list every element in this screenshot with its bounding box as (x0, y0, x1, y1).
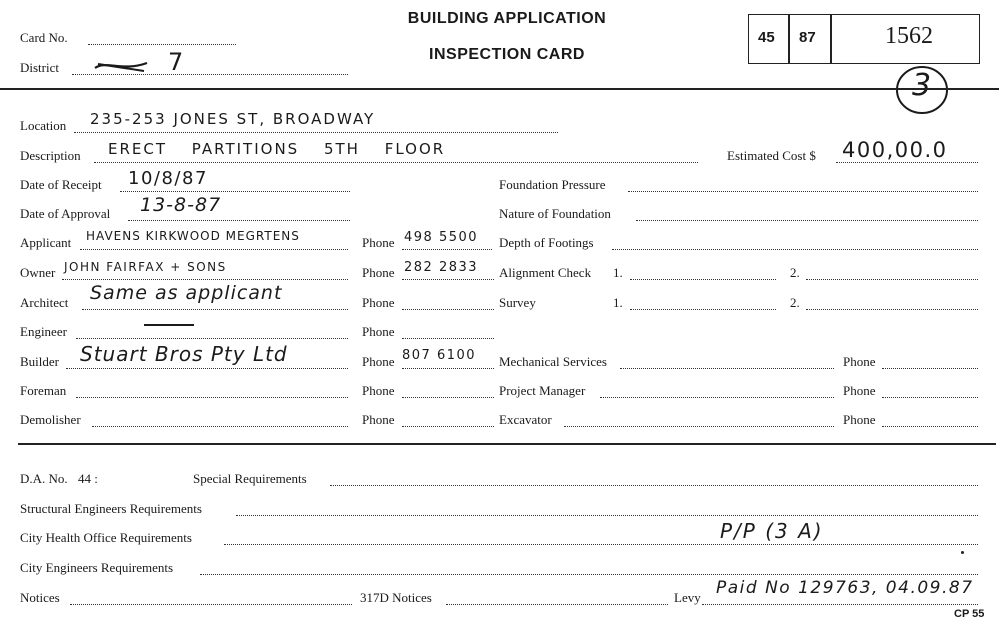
owner-label: Owner (20, 265, 56, 280)
owner-phone-value: 282 2833 (404, 260, 479, 275)
da-no-label: D.A. No. (20, 471, 68, 486)
description-label: Description (20, 148, 81, 163)
alignment-check-label: Alignment Check (499, 265, 592, 280)
ink-dot (961, 551, 964, 554)
applicant-phone-value: 498 5500 (404, 230, 479, 245)
levy-value: Paid No 129763, 04.09.87 (716, 578, 974, 598)
levy-label: Levy (674, 590, 701, 605)
mechanical-phone-label: Phone (843, 354, 876, 369)
survey-num-1: 1. (613, 295, 623, 310)
date-approval-value: 13-8-87 (140, 194, 222, 216)
struck-out-mark (92, 56, 152, 76)
alignment-num-1: 1. (613, 265, 623, 280)
da-no-value: 44 : (78, 471, 98, 486)
structural-requirements-label: Structural Engineers Requirements (20, 501, 202, 516)
owner-value: JOHN FAIRFAX + SONS (64, 260, 227, 274)
engineer-phone-label: Phone (362, 324, 395, 339)
card-title-line1: BUILDING APPLICATION (407, 10, 607, 27)
builder-value: Stuart Bros Pty Ltd (80, 342, 288, 366)
engineer-label: Engineer (20, 324, 67, 339)
builder-phone-label: Phone (362, 354, 395, 369)
date-receipt-label: Date of Receipt (20, 177, 102, 192)
form-code: CP 55 (954, 608, 985, 620)
project-manager-phone-label: Phone (843, 383, 876, 398)
bottom-divider (18, 443, 996, 445)
city-engineers-label: City Engineers Requirements (20, 560, 174, 575)
date-receipt-value: 10/8/87 (128, 168, 208, 189)
survey-num-2: 2. (790, 295, 800, 310)
project-manager-label: Project Manager (499, 383, 586, 398)
special-requirements-label: Special Requirements (193, 471, 307, 486)
survey-label: Survey (499, 295, 536, 310)
builder-phone-value: 807 6100 (402, 348, 477, 363)
number-box-1: 45 (748, 14, 790, 64)
demolisher-phone-label: Phone (362, 412, 395, 427)
card-no-field (88, 44, 236, 45)
number-box-2: 87 (788, 14, 832, 64)
owner-phone-label: Phone (362, 265, 395, 280)
applicant-phone-label: Phone (362, 235, 395, 250)
description-value: ERECT PARTITIONS 5TH FLOOR (108, 140, 446, 158)
number-box-3: 1562 (830, 14, 980, 64)
builder-label: Builder (20, 354, 59, 369)
architect-value: Same as applicant (90, 282, 283, 304)
excavator-phone-label: Phone (843, 412, 876, 427)
depth-footings-label: Depth of Footings (499, 235, 594, 250)
applicant-value: HAVENS KIRKWOOD MEGRTENS (86, 229, 300, 243)
district-label: District (20, 60, 59, 75)
location-label: Location (20, 118, 67, 133)
card-title-line2: INSPECTION CARD (429, 46, 585, 63)
alignment-num-2: 2. (790, 265, 800, 280)
mechanical-services-label: Mechanical Services (499, 354, 607, 369)
architect-label: Architect (20, 295, 69, 310)
architect-phone-label: Phone (362, 295, 395, 310)
foreman-label: Foreman (20, 383, 67, 398)
date-approval-label: Date of Approval (20, 206, 111, 221)
card-no-label: Card No. (20, 30, 68, 45)
header-divider (0, 88, 999, 90)
engineer-dash (144, 324, 194, 326)
foundation-pressure-label: Foundation Pressure (499, 177, 606, 192)
nature-foundation-label: Nature of Foundation (499, 206, 611, 221)
health-requirements-value: P/P (3 A) (720, 519, 824, 543)
estimated-cost-label: Estimated Cost $ (727, 148, 816, 163)
excavator-label: Excavator (499, 412, 552, 427)
health-requirements-label: City Health Office Requirements (20, 530, 192, 545)
notices-label: Notices (20, 590, 60, 605)
location-value: 235-253 JONES ST, BROADWAY (90, 110, 376, 128)
district-value: 7 (168, 48, 185, 76)
demolisher-label: Demolisher (20, 412, 81, 427)
estimated-cost-value: 400,00.0 (842, 138, 948, 162)
circled-mark-value: 3 (912, 68, 933, 103)
foreman-phone-label: Phone (362, 383, 395, 398)
applicant-label: Applicant (20, 235, 72, 250)
notices-317d-label: 317D Notices (360, 590, 432, 605)
